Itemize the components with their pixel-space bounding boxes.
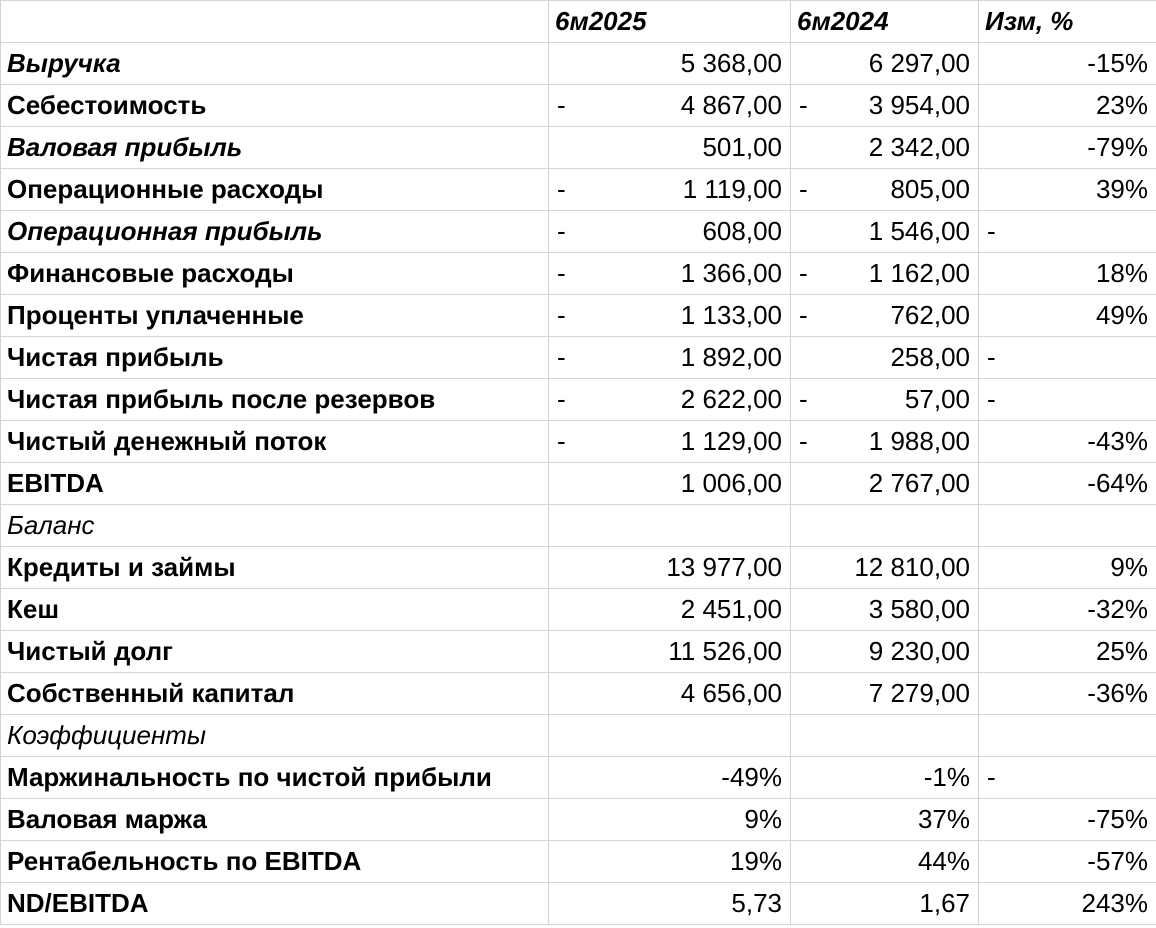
change-pct-cell[interactable] [979,715,1156,757]
value-6m2025: 19% [729,846,782,876]
value-6m2025-cell[interactable] [549,43,791,85]
value-6m2025: 1 006,00 [680,468,782,498]
change-pct: -75% [1087,804,1148,834]
table-row [1,883,1156,925]
header-label-cell[interactable] [1,1,549,43]
change-pct-cell[interactable] [979,127,1156,169]
row-label[interactable]: Операционная прибыль [1,211,549,253]
row-label[interactable]: Операционные расходы [1,169,549,211]
row-label[interactable]: Баланс [1,505,549,547]
change-pct: 18% [1095,258,1148,288]
row-label[interactable]: Финансовые расходы [1,253,549,295]
change-pct-cell[interactable] [979,337,1156,379]
negative-sign: - [557,342,566,372]
header-6m2025[interactable]: 6м2025 [549,1,791,43]
row-label[interactable]: Чистый долг [1,631,549,673]
change-pct-cell[interactable] [979,757,1156,799]
value-6m2025: -49% [721,762,782,792]
row-label[interactable]: ND/EBITDA [1,883,549,925]
value-6m2025-cell[interactable] [549,673,791,715]
value-6m2024: 3 954,00 [868,90,970,120]
value-6m2025-cell[interactable] [549,379,791,421]
change-pct-cell[interactable] [979,589,1156,631]
change-pct: 243% [1081,888,1148,918]
value-6m2025: 1 892,00 [680,342,782,372]
row-label[interactable]: Кеш [1,589,549,631]
table-row [1,631,1156,673]
change-pct-cell[interactable] [979,463,1156,505]
table-row [1,169,1156,211]
value-6m2024: 6 297,00 [868,48,970,78]
negative-sign: - [799,174,808,204]
value-6m2024: 44% [917,846,970,876]
header-change-pct[interactable]: Изм, % [979,1,1156,43]
change-pct-cell[interactable] [979,253,1156,295]
value-6m2025: 1 129,00 [680,426,782,456]
header-6m2024[interactable]: 6м2024 [791,1,979,43]
negative-sign: - [799,258,808,288]
table-row [1,757,1156,799]
value-6m2025: 4 867,00 [680,90,782,120]
negative-sign: - [987,342,996,372]
change-pct-cell[interactable] [979,505,1156,547]
row-label[interactable]: Выручка [1,43,549,85]
negative-sign: - [799,90,808,120]
change-pct-cell[interactable] [979,379,1156,421]
table-row [1,211,1156,253]
value-6m2025: 5,73 [731,888,782,918]
change-pct: -79% [1087,132,1148,162]
value-6m2025-cell[interactable] [549,505,791,547]
table-row [1,673,1156,715]
value-6m2025-cell[interactable] [549,253,791,295]
negative-sign: - [987,216,996,246]
row-label[interactable]: Чистая прибыль [1,337,549,379]
change-pct-cell[interactable] [979,43,1156,85]
value-6m2024-cell[interactable] [791,715,979,757]
row-label[interactable]: Рентабельность по EBITDA [1,841,549,883]
table-row [1,715,1156,757]
negative-sign: - [799,384,808,414]
value-6m2024: 258,00 [890,342,970,372]
change-pct: -36% [1087,678,1148,708]
change-pct-cell[interactable] [979,799,1156,841]
change-pct: -57% [1087,846,1148,876]
value-6m2024-cell[interactable] [791,211,979,253]
change-pct: -15% [1087,48,1148,78]
value-6m2024-cell[interactable] [791,547,979,589]
value-6m2024-cell[interactable] [791,757,979,799]
row-label[interactable]: Кредиты и займы [1,547,549,589]
row-label[interactable]: Маржинальность по чистой прибыли [1,757,549,799]
value-6m2025: 5 368,00 [680,48,782,78]
value-6m2025: 11 526,00 [668,636,782,666]
change-pct-cell[interactable] [979,295,1156,337]
change-pct: -32% [1087,594,1148,624]
value-6m2024-cell[interactable] [791,505,979,547]
value-6m2024: 57,00 [904,384,970,414]
value-6m2024: 1 988,00 [868,426,970,456]
row-label[interactable]: Валовая маржа [1,799,549,841]
value-6m2024: -1% [923,762,970,792]
value-6m2024-cell[interactable] [791,673,979,715]
value-6m2024: 1 162,00 [868,258,970,288]
value-6m2025: 13 977,00 [666,552,782,582]
change-pct-cell[interactable] [979,673,1156,715]
value-6m2024: 2 342,00 [868,132,970,162]
table-row [1,505,1156,547]
value-6m2024-cell[interactable] [791,631,979,673]
change-pct: -43% [1087,426,1148,456]
value-6m2024: 7 279,00 [868,678,970,708]
table-row [1,547,1156,589]
table-row [1,463,1156,505]
row-label[interactable]: Собственный капитал [1,673,549,715]
value-6m2024-cell[interactable] [791,127,979,169]
value-6m2024-cell[interactable] [791,337,979,379]
negative-sign: - [799,426,808,456]
value-6m2024: 9 230,00 [868,636,970,666]
row-label[interactable]: Чистая прибыль после резервов [1,379,549,421]
row-label[interactable]: Чистый денежный поток [1,421,549,463]
change-pct-cell[interactable] [979,547,1156,589]
value-6m2025: 2 622,00 [680,384,782,414]
value-6m2024-cell[interactable] [791,799,979,841]
row-label[interactable]: Проценты уплаченные [1,295,549,337]
value-6m2025-cell[interactable] [549,211,791,253]
negative-sign: - [557,90,566,120]
value-6m2025-cell[interactable] [549,337,791,379]
value-6m2024-cell[interactable] [791,379,979,421]
value-6m2024-cell[interactable] [791,85,979,127]
change-pct: 39% [1095,174,1148,204]
value-6m2025: 1 119,00 [682,174,782,204]
change-pct: 25% [1095,636,1148,666]
negative-sign: - [557,174,566,204]
table-row [1,379,1156,421]
value-6m2025-cell[interactable] [549,715,791,757]
value-6m2024-cell[interactable] [791,43,979,85]
table-row [1,799,1156,841]
value-6m2024: 2 767,00 [868,468,970,498]
row-label[interactable]: EBITDA [1,463,549,505]
value-6m2024-cell[interactable] [791,421,979,463]
change-pct: 49% [1095,300,1148,330]
value-6m2024-cell[interactable] [791,169,979,211]
value-6m2025-cell[interactable] [549,883,791,925]
negative-sign: - [557,258,566,288]
value-6m2025-cell[interactable] [549,757,791,799]
value-6m2024: 805,00 [890,174,970,204]
value-6m2025-cell[interactable] [549,841,791,883]
value-6m2025-cell[interactable] [549,631,791,673]
change-pct: -64% [1087,468,1148,498]
change-pct-cell[interactable] [979,883,1156,925]
value-6m2025: 608,00 [702,216,782,246]
change-pct-cell[interactable] [979,211,1156,253]
table-row [1,43,1156,85]
value-6m2024-cell[interactable] [791,463,979,505]
table-row [1,337,1156,379]
value-6m2025-cell[interactable] [549,799,791,841]
negative-sign: - [557,384,566,414]
value-6m2024: 1,67 [919,888,970,918]
negative-sign: - [557,216,566,246]
value-6m2025: 2 451,00 [680,594,782,624]
value-6m2024-cell[interactable] [791,253,979,295]
negative-sign: - [557,300,566,330]
value-6m2025: 1 133,00 [680,300,782,330]
table-row [1,253,1156,295]
value-6m2025: 4 656,00 [680,678,782,708]
value-6m2025-cell[interactable] [549,169,791,211]
value-6m2025-cell[interactable] [549,127,791,169]
value-6m2024: 12 810,00 [854,552,970,582]
value-6m2024: 37% [917,804,970,834]
value-6m2025: 1 366,00 [680,258,782,288]
value-6m2025-cell[interactable] [549,295,791,337]
value-6m2025-cell[interactable] [549,85,791,127]
row-label[interactable]: Валовая прибыль [1,127,549,169]
change-pct-cell[interactable] [979,421,1156,463]
negative-sign: - [987,384,996,414]
value-6m2024: 762,00 [890,300,970,330]
negative-sign: - [987,762,996,792]
change-pct-cell[interactable] [979,841,1156,883]
table-row [1,421,1156,463]
value-6m2025-cell[interactable] [549,547,791,589]
table-row [1,589,1156,631]
value-6m2025-cell[interactable] [549,421,791,463]
change-pct-cell[interactable] [979,85,1156,127]
value-6m2024: 1 546,00 [868,216,970,246]
value-6m2024-cell[interactable] [791,841,979,883]
change-pct: 23% [1095,90,1148,120]
row-label[interactable]: Коэффициенты [1,715,549,757]
negative-sign: - [799,300,808,330]
value-6m2025: 501,00 [702,132,782,162]
negative-sign: - [557,426,566,456]
change-pct-cell[interactable] [979,169,1156,211]
table-row [1,841,1156,883]
change-pct-cell[interactable] [979,631,1156,673]
value-6m2025-cell[interactable] [549,589,791,631]
value-6m2025: 9% [744,804,782,834]
value-6m2024: 3 580,00 [868,594,970,624]
table-row [1,295,1156,337]
change-pct: 9% [1110,552,1148,582]
value-6m2025-cell[interactable] [549,463,791,505]
table-row [1,127,1156,169]
row-label[interactable]: Себестоимость [1,85,549,127]
value-6m2024-cell[interactable] [791,295,979,337]
value-6m2024-cell[interactable] [791,883,979,925]
value-6m2024-cell[interactable] [791,589,979,631]
header-row [1,1,1156,43]
table-row [1,85,1156,127]
